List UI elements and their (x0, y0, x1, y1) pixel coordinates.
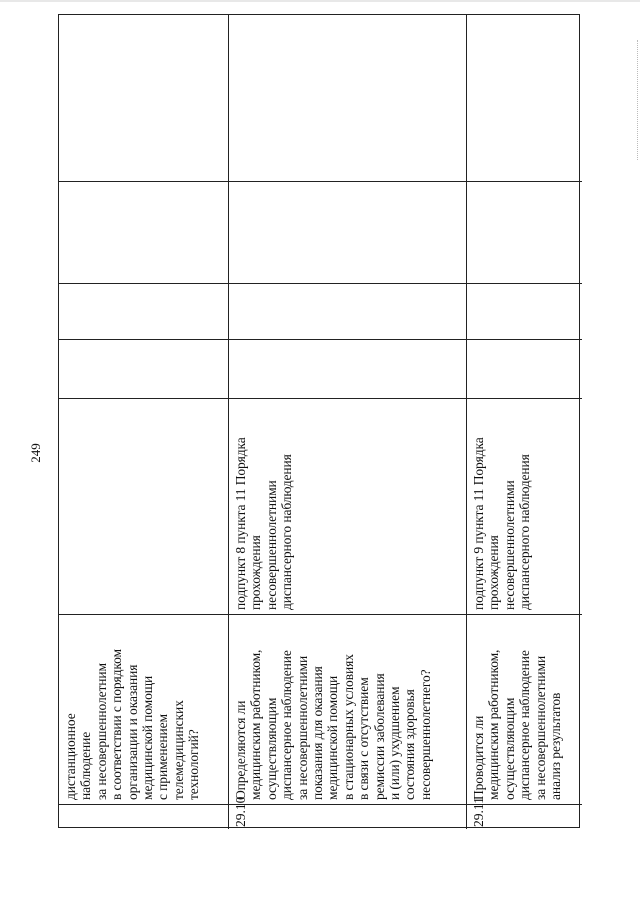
comment-cell (59, 15, 228, 182)
question-cell (59, 615, 228, 805)
reference-cell (59, 399, 228, 615)
question-text: Определяются ли медицинским работником, осуществляющим диспансерное наблюдение за несовершеннолетними показания для оказания медицинской помощи в стационарных условиях в связи с отсутствием ремиссии заболевания и (или) ухудшением состояния здоровья несовершеннолетнего? (233, 649, 433, 800)
table-row (59, 15, 228, 829)
reference-cell (467, 399, 582, 615)
reference-text (59, 399, 63, 614)
row-number (59, 805, 63, 829)
scan-top-edge (0, 0, 640, 2)
not-applicable-cell (467, 182, 582, 284)
question-text: Проводится ли медицинским работником, осуществляющим диспансерное наблюдение за несовершеннолетними анализ результатов (471, 649, 564, 800)
scan-edge-mark (634, 40, 638, 160)
not-applicable-cell (59, 182, 228, 284)
page-number: 249 (28, 443, 43, 463)
table-grid (59, 15, 581, 829)
checklist-table (58, 14, 580, 828)
row-number: 29.11 (471, 797, 486, 827)
reference-text: подпункт 9 пункта 11 Порядка прохождения несовершеннолетними диспансерного наблюдения (471, 437, 533, 610)
reference-text: подпункт 8 пункта 11 Порядка прохождения несовершеннолетними диспансерного наблюдения (233, 437, 295, 610)
answer-yes-cell (467, 340, 582, 399)
question-cell (467, 615, 582, 805)
question-cell (229, 615, 467, 805)
table-row (466, 15, 582, 829)
answer-yes-cell (59, 340, 228, 399)
row-number-cell (229, 796, 467, 829)
question-text: дистанционное наблюдение за несовершеннолетним в соответствии с порядком организации и оказания медицинской помощи с применением телемедицинских технологий? (63, 649, 202, 800)
answer-no-cell (229, 284, 467, 340)
answer-no-cell (467, 284, 582, 340)
row-number: 29.10 (233, 796, 248, 827)
row-number-cell (59, 805, 228, 829)
row-number-cell (467, 797, 582, 829)
answer-no-cell (59, 284, 228, 340)
table-row (228, 15, 467, 829)
answer-yes-cell (229, 340, 467, 399)
not-applicable-cell (229, 182, 467, 284)
comment-cell (467, 15, 582, 182)
comment-cell (229, 15, 467, 182)
reference-cell (229, 399, 467, 615)
